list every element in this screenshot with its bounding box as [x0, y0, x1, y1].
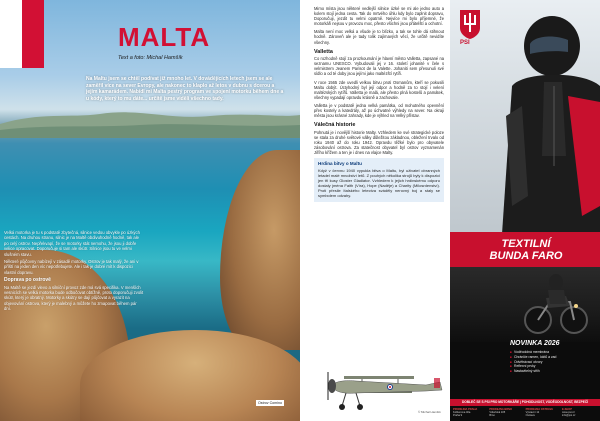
ad-contacts	[450, 406, 600, 421]
column-paragraph: Velká motorka je tu s podstatě zbytečná, silnice vedou obvykle po úzkých cestách. Na druhou stranu, silnic je na Maltě obdivuhodně hodně, tak ale po celý ostrov. Nepřekvapí, že se motorky stát nemohu, že jsou ji dobře velice opracovat. Doporučuje si tam ale skútr. Silnice jsou tu ve velmi slušném stavu.	[4, 230, 140, 257]
contact-line: Brno	[489, 413, 495, 417]
contact-title: PRODEJNA PRAHA	[453, 407, 478, 411]
headline-line: BUNDA FARO	[489, 249, 563, 262]
body-paragraph: V roce 1565 zde uvedli velkou bitvu proti Osmanům, kteří se pokusili Maltu dobýt. Úctyhodný byl její odpor a hodně za to stojí i velení maltézských rytířů. Valletta je malá, ale přesto plná kostelů a památek, všechny vypadají opravdu krásně a zachovale.	[314, 79, 444, 100]
plane-caption: © Michal Hamšík	[418, 410, 441, 414]
headline-line: TEXTILNÍ	[501, 238, 551, 250]
contact-line: Praha 9	[453, 413, 463, 417]
ad-slogan-strip: DOBLEČ SE S PSI PRO MOTORKÁŘE | POHODLNOST, VODĚODOLNOST, BEZPEČÍ	[450, 399, 600, 406]
body-paragraph: Pohnutá je i novější historie Malty. Vzhledem ke své strategické poloze se stala za druhé světové války důležitou základnou, obležení trvalo od roku 1940 až do roku 1942. Opravdu těžké bylo pro obyvatele zásobování ostrova. Za statečnost obyvatel byl ostrov vyznamenán Jiřího křížem a ten je i dnes na vlajce Malty.	[314, 129, 444, 156]
column-paragraph: Na Maltě se jezdí vlevo a silniční provoz zde má svá specifika. V menších vesnicích se velká motorka bude odbočovat obtížně, proto doporučuji zvolit skútr, který je obratný. Motorky a skútry se dají půjčovat a vyrazit na objevování ostrova, který je malebný a můžete ho zmapovat během pár dní.	[4, 284, 144, 312]
contact-block	[562, 408, 597, 420]
contact-title: E-SHOP	[561, 407, 572, 411]
contact-block	[489, 408, 524, 420]
body-paragraph: Co rozhodně stojí za prozkoumání je hlavní město Valletta, zapsané na seznamu UNESCO. Vybudovali jej v 16. století johanité v čele s velmistrem Jeanem Parisot de la Valette. Johaniti sem přesunuli své sídlo a od té doby jsou jejími jako maltézští rytíři.	[314, 56, 444, 77]
flag-red-stripe	[22, 0, 44, 68]
contact-block	[453, 408, 488, 420]
biplane-illustration	[316, 366, 448, 414]
sidebar-text: Když v červnu 1940 vypukla bitva o Maltu, byl uživatel obranných letadel malé množství letů. Z pouhých několika strojů byly k dispozici jen tři kusy Gloster Gladiator. Vzhledem k jejich hrdinskému odporu dostaly jména Faith (Víra), Hope (Naděje) a Charity (Milosrdenství). Proti přesile Italského letectva sváděly nerovný boj a staly se symbolem odvahy.	[318, 167, 440, 198]
contact-line: Výstavní 12	[525, 410, 540, 414]
photo-column-text	[4, 230, 144, 312]
contact-block	[526, 408, 561, 420]
advertisement	[450, 0, 600, 421]
feature-item: ■ Nastavitelný střih	[510, 369, 598, 374]
contact-line: Ostrava	[525, 413, 535, 417]
column-paragraph: Některé půjčovny nabízejí v zásadě motorky. Ostrov je tak malý, že ani v příští na jeden den víc nepotřebujete. Ale i tak je dobré mít k dispozici vlastní dopravu.	[4, 259, 139, 275]
body-paragraph: Valletta je v podstatě jedna velká památka, od mohutného opevnění přes kostely a katedrály, až po úchvatné výhledy na sever. Na okraji města jsou krásné zahrady, kde je výhled na Velký přístav.	[314, 102, 444, 119]
article-intro: Na Maltu jsem se chtěl podívat již mnoho let. V dovádějících letech jsem se ale zaměřil více na sever Evropy, ale nakonec to klaplo až letos v dubnu s dcerou a jejím kamarádem. Nabídl mi Malta pestrý program ve spojení motorku během dne a u kódy, který to mu dáte... určitě jsme viděli všechno tady.	[86, 76, 284, 102]
text-page	[300, 0, 450, 421]
flag-white-stripe	[0, 0, 22, 68]
sidebar-title: Hrdina bitvy o Maltu	[318, 161, 362, 167]
brand-name: PSI	[460, 40, 470, 46]
section-heading-war: Válečná historie	[314, 122, 356, 129]
contact-line: info@psi.cz	[561, 413, 576, 417]
section-heading-valletta: Valletta	[314, 48, 333, 55]
ad-headline	[456, 239, 596, 262]
contact-line: Kolbenova 40a	[453, 410, 471, 414]
contact-line: Vídeňská 105	[489, 410, 506, 414]
article-byline: Text a foto: Michal Hamšík	[118, 55, 183, 61]
malta-flag	[0, 0, 44, 68]
feature-item: ■ Chrániče ramen, loktů a zad	[510, 355, 598, 360]
psi-logo-icon	[458, 8, 482, 40]
body-paragraph: Mimo místa jsou některé vedlejší silnice úzké se mi ale jedno auto a kolem stojí jedna cesta. Tak do mrtvého úhlu kdy bylo zaplnit dopravu, Doporučuji, jezdit tu velmi opatrně. Nejvíce mi bylo příjemné, že motorkáři nejsou v provozu moc, přesto všichni jsou přátelští a ochotní.	[314, 6, 444, 27]
ad-features-list	[510, 350, 598, 374]
motorcycle-icon	[520, 268, 590, 336]
rider-illustration	[482, 6, 600, 234]
contact-title: PRODEJNA BRNO	[489, 407, 513, 411]
feature-item: ■ Reflexní prvky	[510, 364, 598, 369]
cliff-right	[220, 150, 300, 350]
photo-caption: Ostrov Comino	[258, 401, 282, 405]
distant-hills	[0, 98, 300, 138]
contact-line: www.psi.cz	[561, 410, 575, 414]
article-title: MALTA	[118, 22, 211, 52]
feature-item: ■ Voděodolná membrána	[510, 350, 598, 355]
ad-novinka: NOVINKA 2026	[510, 340, 560, 347]
feature-item: ■ Odvětrávací otvory	[510, 360, 598, 365]
body-paragraph: Malta není moc velká a všude je to blízko, a tak se tohle dá stihnout hodně. Zároveň ale je tady tolik zajímavých věcí, že určitě nevidíte všechny.	[314, 29, 444, 45]
column-heading: Doprava po ostrově	[4, 277, 51, 284]
contact-title: PRODEJNA OSTRAVA	[525, 407, 553, 411]
sidebar-box	[314, 158, 444, 202]
